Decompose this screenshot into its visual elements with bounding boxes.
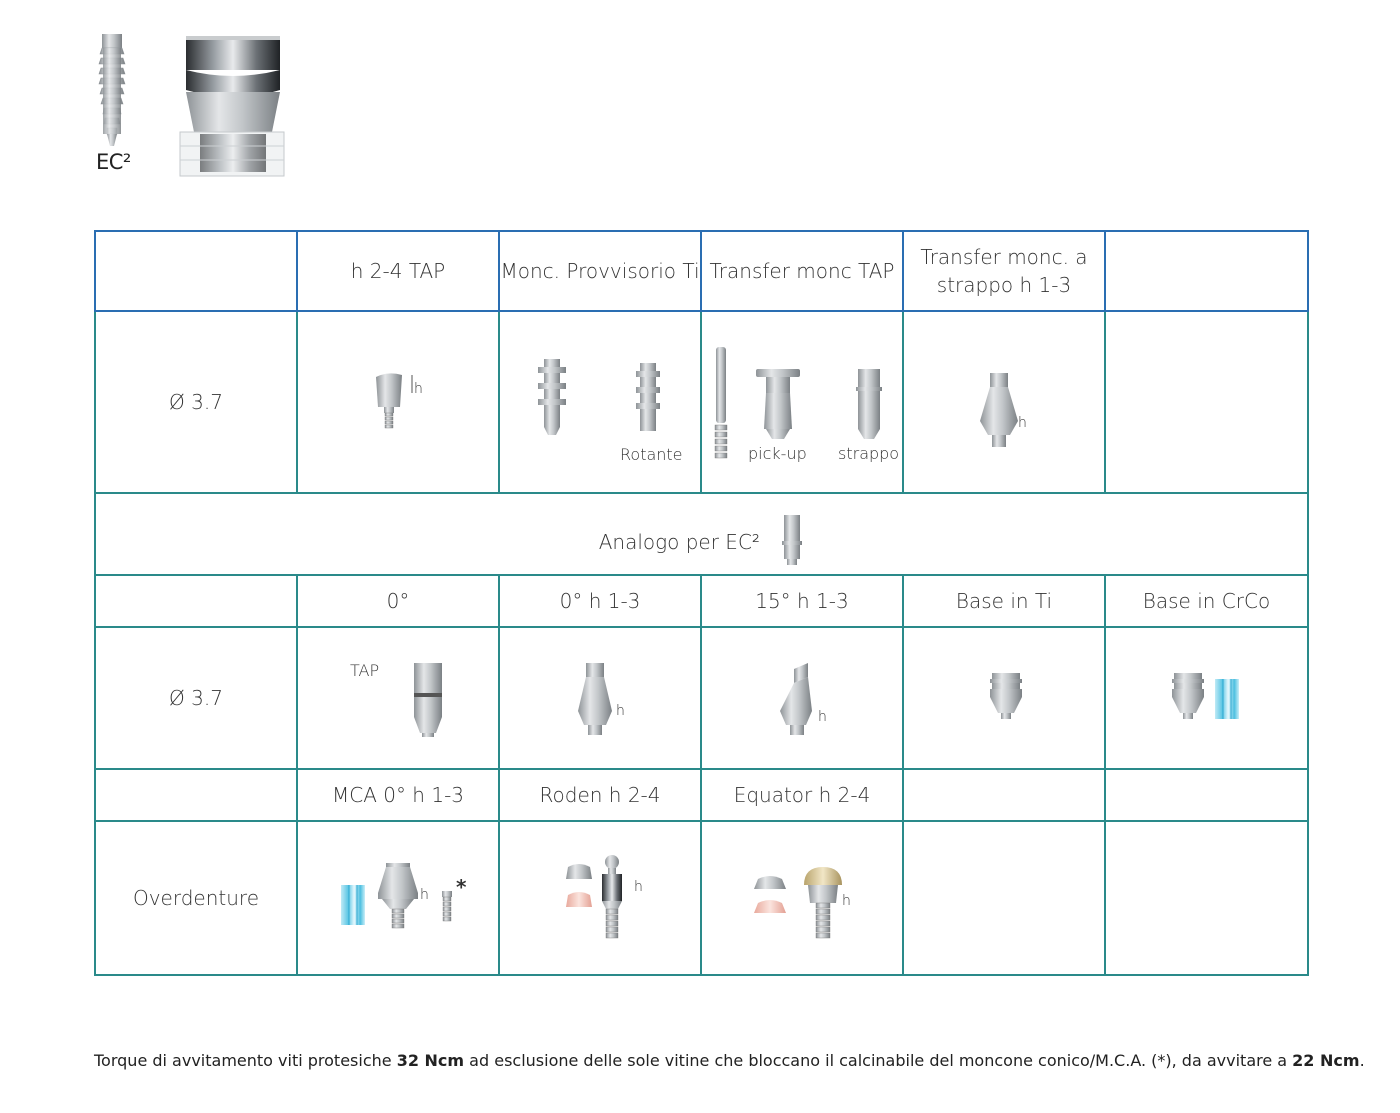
column-header: Transfer monc. a strappo h 1-3 bbox=[903, 231, 1105, 311]
column-header: Base in Ti bbox=[903, 575, 1105, 627]
roden-pink-cap-image bbox=[564, 889, 594, 909]
torque-text: Torque di avvitamento viti protesiche bbox=[94, 1051, 397, 1070]
table-row bbox=[95, 575, 1308, 627]
torque-note bbox=[94, 1051, 1365, 1070]
tap-caption: TAP bbox=[350, 661, 380, 680]
abutment-photo bbox=[176, 36, 288, 180]
table-cell bbox=[1105, 821, 1308, 975]
components-table bbox=[94, 230, 1309, 976]
asterisk-mark: * bbox=[456, 875, 467, 899]
straight-tap-abutment-image bbox=[408, 663, 448, 743]
height-marker: h bbox=[414, 381, 423, 397]
crco-base-image bbox=[1168, 673, 1208, 723]
provisional-abutment-image bbox=[532, 359, 572, 439]
table-row bbox=[95, 627, 1308, 769]
pick-up-screw-image bbox=[711, 347, 731, 465]
component-cell bbox=[499, 821, 701, 975]
component-cell bbox=[701, 311, 903, 493]
table-row bbox=[95, 493, 1308, 575]
roden-abutment-image bbox=[592, 855, 632, 945]
equator-cap-image bbox=[752, 873, 788, 893]
component-cell bbox=[499, 311, 701, 493]
column-header: Equator h 2-4 bbox=[701, 769, 903, 821]
table-cell bbox=[1105, 231, 1308, 311]
column-header: Base in CrCo bbox=[1105, 575, 1308, 627]
torque-text-exclusion: ad esclusione delle sole vitine che bloccano il calcinabile del moncone conico/M.C.A. (*), da avvitare a bbox=[464, 1051, 1293, 1070]
height-marker: h bbox=[1018, 415, 1027, 431]
row-label: Overdenture bbox=[95, 821, 297, 975]
torque-value-prosthetic: 32 Ncm bbox=[396, 1051, 465, 1070]
column-header: Transfer monc TAP bbox=[701, 231, 903, 311]
component-cell bbox=[701, 821, 903, 975]
table-cell bbox=[95, 575, 297, 627]
column-header: 0° h 1-3 bbox=[499, 575, 701, 627]
table-cell bbox=[903, 769, 1105, 821]
equator-abutment-image bbox=[798, 865, 848, 945]
component-cell bbox=[1105, 627, 1308, 769]
snap-transfer-image bbox=[854, 369, 884, 449]
table-row bbox=[95, 769, 1308, 821]
analog-image bbox=[780, 515, 804, 565]
torque-value-screw: 22 Ncm bbox=[1292, 1051, 1360, 1070]
column-header: 15° h 1-3 bbox=[701, 575, 903, 627]
table-cell bbox=[1105, 769, 1308, 821]
component-cell bbox=[701, 627, 903, 769]
component-cell bbox=[903, 311, 1105, 493]
mca-screw-image bbox=[440, 891, 454, 931]
mca-sleeve-image bbox=[340, 885, 366, 925]
table-cell bbox=[1105, 311, 1308, 493]
straight-abutment-image bbox=[570, 663, 620, 743]
column-header: MCA 0° h 1-3 bbox=[297, 769, 499, 821]
column-header: Monc. Provvisorio Ti bbox=[499, 231, 701, 311]
snap-transfer-h-image bbox=[974, 373, 1024, 453]
row-label: Ø 3.7 bbox=[95, 311, 297, 493]
rotating-provisional-abutment-image bbox=[628, 363, 668, 443]
component-cell bbox=[297, 311, 499, 493]
implant-image bbox=[94, 34, 134, 152]
component-cell bbox=[297, 821, 499, 975]
height-marker: h bbox=[616, 703, 625, 719]
equator-pink-cap-image bbox=[752, 897, 788, 917]
angled-abutment-image bbox=[772, 663, 822, 743]
pick-up-transfer-image bbox=[754, 369, 804, 449]
analog-row bbox=[95, 493, 1308, 575]
implant-label: EC² bbox=[96, 150, 131, 174]
roden-cap-image bbox=[564, 861, 594, 881]
component-cell bbox=[903, 627, 1105, 769]
header-images bbox=[88, 30, 308, 190]
row-label: Ø 3.7 bbox=[95, 627, 297, 769]
table-cell bbox=[95, 769, 297, 821]
height-marker: h bbox=[634, 879, 643, 895]
column-header: h 2-4 TAP bbox=[297, 231, 499, 311]
mca-abutment-image bbox=[376, 863, 420, 933]
height-marker: h bbox=[818, 709, 827, 725]
component-cell bbox=[499, 627, 701, 769]
column-header: 0° bbox=[297, 575, 499, 627]
ti-base-image bbox=[986, 673, 1026, 723]
analog-label: Analogo per EC² bbox=[598, 529, 760, 554]
castable-sleeve-image bbox=[1214, 679, 1240, 719]
height-marker: h bbox=[842, 893, 851, 909]
torque-text-end: . bbox=[1359, 1051, 1365, 1070]
table-cell bbox=[903, 821, 1105, 975]
rotante-caption: Rotante bbox=[620, 445, 683, 464]
component-cell bbox=[297, 627, 499, 769]
height-marker: h bbox=[420, 887, 429, 903]
table-row bbox=[95, 231, 1308, 311]
pick-up-caption: pick-up bbox=[748, 444, 807, 463]
table-row bbox=[95, 821, 1308, 975]
table-row bbox=[95, 311, 1308, 493]
column-header: Roden h 2-4 bbox=[499, 769, 701, 821]
table-cell bbox=[95, 231, 297, 311]
strappo-caption: strappo bbox=[838, 444, 900, 463]
